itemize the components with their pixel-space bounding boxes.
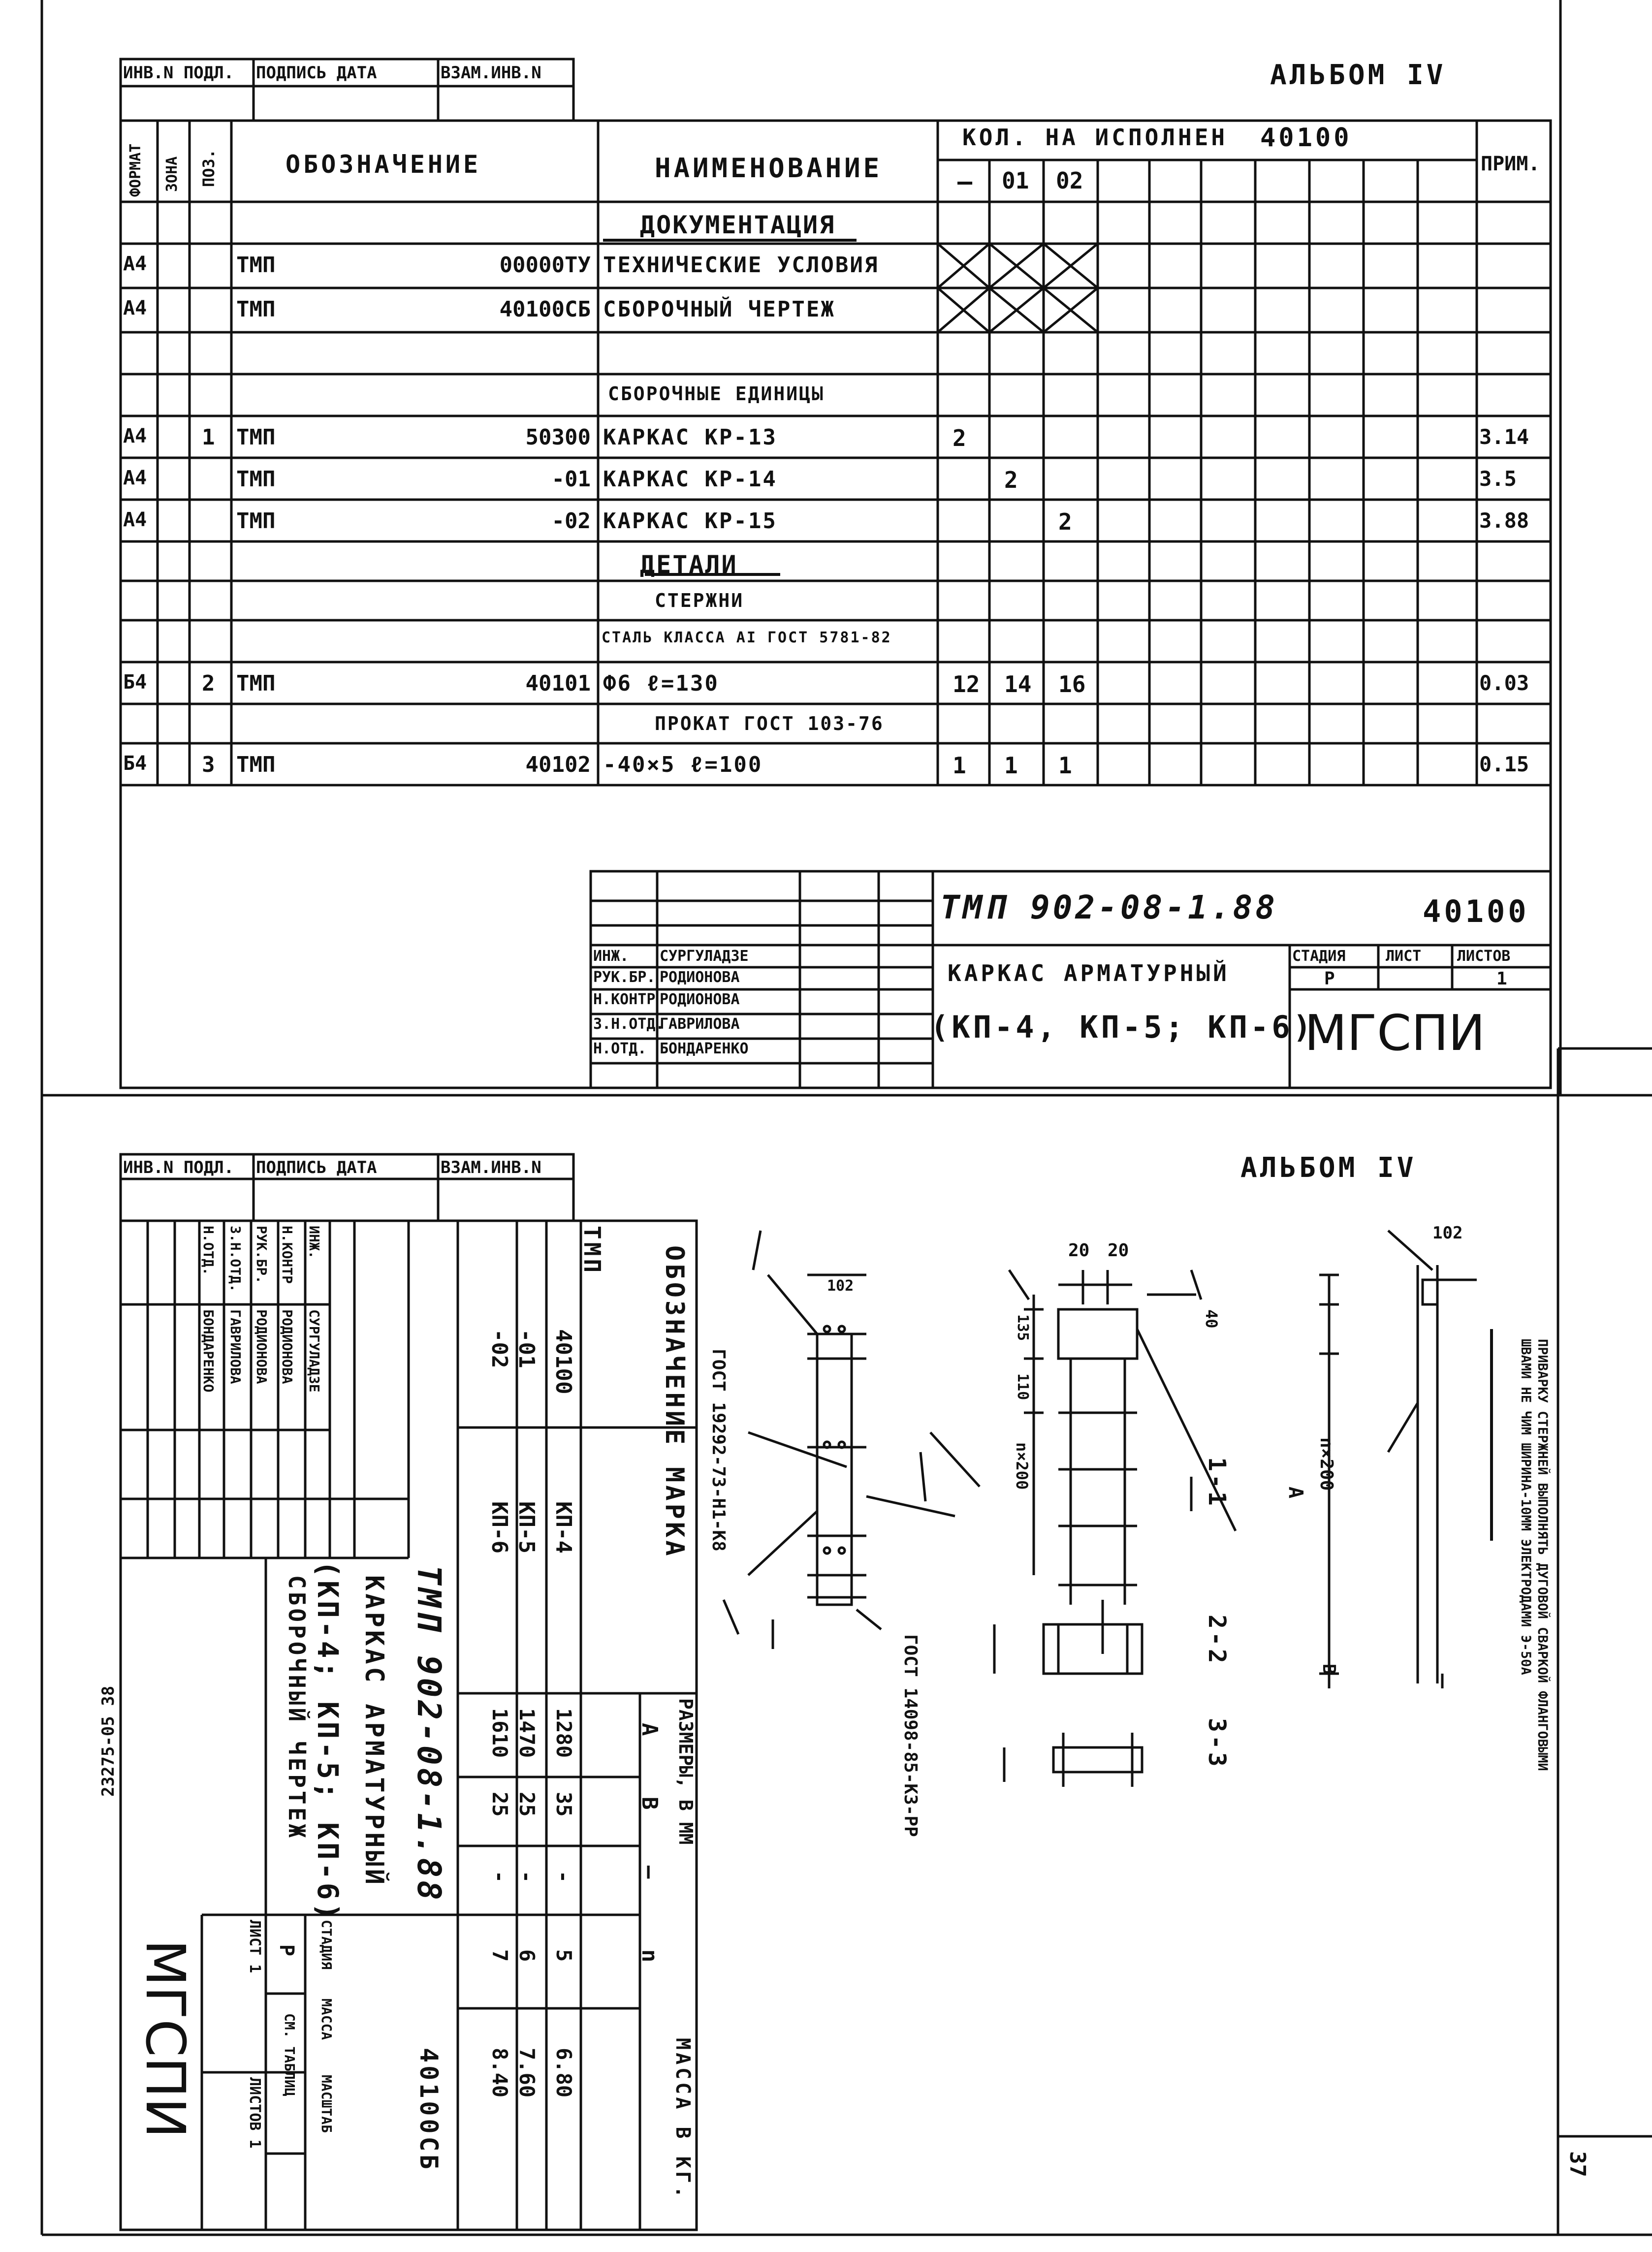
s2-stage: Р bbox=[275, 1944, 298, 1957]
s2-row-number: -01 bbox=[514, 1329, 539, 1368]
s2-title-doc: 40100СБ bbox=[414, 2048, 443, 2172]
row-name: СТАЛЬ КЛАССА АI ГОСТ 5781-82 bbox=[602, 629, 892, 646]
row-note: 3.14 bbox=[1479, 425, 1529, 449]
row-qty-2: 1 bbox=[1004, 752, 1018, 779]
row-name: КАРКАС КР-14 bbox=[603, 467, 777, 492]
row-format: А4 bbox=[123, 297, 147, 319]
s2-person-role: Н.ОТД. bbox=[200, 1226, 217, 1276]
s2-row-b: 25 bbox=[515, 1792, 539, 1817]
tb1-subtitle: (КП-4, КП-5; КП-6) bbox=[930, 1009, 1314, 1045]
row-number: -01 bbox=[551, 467, 591, 492]
row-qty-3: 2 bbox=[1058, 508, 1072, 535]
row-format: А4 bbox=[123, 508, 147, 531]
row-code: ТМП bbox=[236, 508, 276, 534]
section-1-1: 1-1 bbox=[1203, 1457, 1231, 1509]
row-code: ТМП bbox=[236, 467, 276, 492]
row-format: А4 bbox=[123, 253, 147, 275]
row-code: ТМП bbox=[236, 752, 276, 777]
s2-person-name: ГАВРИЛОВА bbox=[227, 1309, 244, 1384]
s2-row-n: 7 bbox=[488, 1949, 512, 1962]
row-qty-1: 2 bbox=[953, 425, 966, 451]
s2-person-role: ИНЖ. bbox=[306, 1226, 322, 1259]
s2-col-sizes: РАЗМЕРЫ, В ММ bbox=[675, 1698, 697, 1845]
s2-table-code: ТМП bbox=[579, 1226, 605, 1276]
tb1-person-name: СУРГУЛАДЗЕ bbox=[660, 948, 749, 965]
tb1-person-name: РОДИОНОВА bbox=[660, 991, 740, 1008]
row-format: А4 bbox=[123, 425, 147, 447]
s2-row-n: 5 bbox=[552, 1949, 576, 1962]
section-2-2: 2-2 bbox=[1203, 1615, 1231, 1666]
row-format: Б4 bbox=[123, 671, 147, 694]
row-name: СТЕРЖНИ bbox=[655, 590, 744, 611]
row-qty-3: 16 bbox=[1058, 671, 1086, 698]
row-name: ДОКУМЕНТАЦИЯ bbox=[640, 211, 836, 239]
col-designation-header: ОБОЗНАЧЕНИЕ bbox=[286, 150, 481, 179]
gost-2-label: ГОСТ 14098-85-К3-РР bbox=[900, 1634, 921, 1837]
row-note: 0.03 bbox=[1479, 671, 1529, 695]
s2-person-role: Н.КОНТР bbox=[279, 1226, 295, 1284]
dim-20-a: 20 bbox=[1068, 1240, 1090, 1261]
dim-letter-b: В bbox=[1319, 1664, 1339, 1675]
row-code: ТМП bbox=[236, 297, 276, 322]
row-qty-1: 1 bbox=[953, 752, 966, 779]
row-number: 40100СБ bbox=[499, 297, 591, 322]
tb1-sheet-label: ЛИСТ bbox=[1386, 948, 1422, 965]
s2-row-mass: 6.80 bbox=[552, 2048, 576, 2098]
s2-header-sign: ПОДПИСЬ ДАТА bbox=[256, 1158, 377, 1177]
s2-mass: СМ. ТАБЛИЦ bbox=[282, 2013, 298, 2096]
s2-person-name: РОДИОНОВА bbox=[254, 1309, 270, 1384]
s2-row-mark: КП-6 bbox=[487, 1501, 512, 1554]
row-number: 40101 bbox=[525, 671, 591, 696]
s2-header-replace: ВЗАМ.ИНВ.N bbox=[441, 1158, 541, 1177]
s2-person-role: РУК.БР. bbox=[254, 1226, 270, 1284]
s2-person-name: СУРГУЛАДЗЕ bbox=[306, 1309, 322, 1393]
album-label: АЛЬБОМ IV bbox=[1270, 59, 1446, 91]
s2-col-dash: – bbox=[637, 1866, 662, 1879]
s2-org: МГСПИ bbox=[134, 1939, 197, 2138]
section-3-3: 3-3 bbox=[1203, 1718, 1231, 1770]
tb1-org: МГСПИ bbox=[1304, 1004, 1486, 1062]
dim-40: 40 bbox=[1202, 1309, 1221, 1329]
s2-title-drawing: СБОРОЧНЫЙ ЧЕРТЕЖ bbox=[284, 1575, 310, 1841]
row-name: СБОРОЧНЫЙ ЧЕРТЕЖ bbox=[603, 297, 835, 322]
tb1-stage-label: СТАДИЯ bbox=[1292, 948, 1346, 965]
s2-row-mass: 7.60 bbox=[515, 2048, 539, 2098]
qty-col-1: 01 bbox=[1002, 167, 1029, 194]
s2-sheet: ЛИСТ 1 bbox=[246, 1920, 263, 1973]
s2-row-mass: 8.40 bbox=[488, 2048, 512, 2098]
dim-nx200-right: n×200 bbox=[1316, 1437, 1336, 1491]
page-number: 37 bbox=[1565, 2151, 1590, 2177]
tb1-code: ТМП 902-08-1.88 bbox=[940, 888, 1278, 926]
row-number: 50300 bbox=[525, 425, 591, 450]
s2-col-a: А bbox=[637, 1723, 662, 1736]
tb1-title: КАРКАС АРМАТУРНЫЙ bbox=[948, 960, 1230, 986]
gost-1-label: ГОСТ 19292-73-Н1-К8 bbox=[708, 1349, 729, 1552]
tb1-person-role: З.Н.ОТД. bbox=[593, 1015, 665, 1033]
s2-col-mark: МАРКА bbox=[660, 1467, 689, 1559]
row-name: ДЕТАЛИ bbox=[640, 550, 738, 579]
col-pos-header: ПОЗ. bbox=[199, 149, 218, 187]
tb1-person-name: БОНДАРЕНКО bbox=[660, 1040, 749, 1057]
row-number: 00000ТУ bbox=[499, 253, 591, 278]
row-pos: 1 bbox=[202, 425, 215, 450]
s2-col-b: В bbox=[637, 1797, 662, 1810]
s2-row-b: 35 bbox=[552, 1792, 576, 1817]
row-qty-3: 1 bbox=[1058, 752, 1072, 779]
dim-110: 110 bbox=[1014, 1373, 1031, 1400]
row-name: ПРОКАТ ГОСТ 103-76 bbox=[655, 713, 884, 734]
s2-mass-label: МАССА bbox=[318, 1998, 335, 2040]
tb1-sheets: 1 bbox=[1496, 969, 1507, 989]
tb1-person-role: Н.ОТД. bbox=[593, 1040, 647, 1057]
qty-doc: 40100 bbox=[1260, 123, 1352, 153]
s2-row-number: -02 bbox=[487, 1329, 512, 1368]
s2-row-a: 1470 bbox=[515, 1708, 539, 1758]
row-pos: 3 bbox=[202, 752, 215, 777]
row-format: Б4 bbox=[123, 752, 147, 775]
s2-col-designation: ОБОЗНАЧЕНИЕ bbox=[660, 1245, 689, 1448]
header-sign-label: ПОДПИСЬ ДАТА bbox=[256, 63, 377, 83]
tb1-person-role: РУК.БР. bbox=[593, 969, 656, 986]
s2-row-c: - bbox=[552, 1871, 576, 1883]
qty-col-0: – bbox=[957, 167, 973, 196]
col-format-header: ФОРМАТ bbox=[127, 143, 144, 197]
s2-col-mass: МАССА В КГ. bbox=[671, 2038, 694, 2201]
dim-nx200-center: n×200 bbox=[1013, 1442, 1031, 1490]
s2-col-n: n bbox=[637, 1949, 662, 1963]
row-format: А4 bbox=[123, 467, 147, 489]
s2-row-mark: КП-5 bbox=[514, 1501, 539, 1554]
s2-person-name: БОНДАРЕНКО bbox=[200, 1309, 217, 1393]
s2-row-c: - bbox=[488, 1871, 512, 1883]
s2-stage-label: СТАДИЯ bbox=[318, 1920, 335, 1970]
row-name: КАРКАС КР-13 bbox=[603, 425, 777, 450]
row-name: -40×5 ℓ=100 bbox=[603, 752, 763, 777]
row-note: 3.88 bbox=[1479, 508, 1529, 533]
s2-album-label: АЛЬБОМ IV bbox=[1240, 1152, 1417, 1184]
row-name: Ф6 ℓ=130 bbox=[603, 671, 719, 696]
header-replace-label: ВЗАМ.ИНВ.N bbox=[441, 63, 541, 83]
tb1-person-role: Н.КОНТР bbox=[593, 991, 656, 1008]
s2-row-c: - bbox=[515, 1871, 539, 1883]
dim-20-b: 20 bbox=[1108, 1240, 1129, 1261]
row-qty-2: 2 bbox=[1004, 467, 1018, 493]
tb1-stage: Р bbox=[1324, 969, 1335, 989]
row-name: КАРКАС КР-15 bbox=[603, 508, 777, 534]
s2-row-mark: КП-4 bbox=[551, 1501, 576, 1554]
row-pos: 2 bbox=[202, 671, 215, 696]
tb1-sheets-label: ЛИСТОВ bbox=[1457, 948, 1511, 965]
dim-102-right: 102 bbox=[1432, 1223, 1463, 1243]
s2-row-number: 40100 bbox=[551, 1329, 576, 1395]
row-number: 40102 bbox=[525, 752, 591, 777]
col-zone-header: ЗОНА bbox=[163, 156, 181, 192]
row-number: -02 bbox=[551, 508, 591, 534]
s2-row-a: 1610 bbox=[488, 1708, 512, 1758]
tb1-person-name: ГАВРИЛОВА bbox=[660, 1015, 740, 1033]
row-note: 3.5 bbox=[1479, 467, 1517, 491]
row-name: ТЕХНИЧЕСКИЕ УСЛОВИЯ bbox=[603, 253, 879, 278]
row-code: ТМП bbox=[236, 671, 276, 696]
s2-title-title: КАРКАС АРМАТУРНЫЙ bbox=[359, 1575, 389, 1888]
s2-scale-label: МАСШТАБ bbox=[318, 2075, 335, 2133]
row-code: ТМП bbox=[236, 253, 276, 278]
s2-row-n: 6 bbox=[515, 1949, 539, 1962]
row-qty-2: 14 bbox=[1004, 671, 1032, 698]
tb1-person-role: ИНЖ. bbox=[593, 948, 629, 965]
tb1-person-name: РОДИОНОВА bbox=[660, 969, 740, 986]
weld-note: ПРИВАРКУ СТЕРЖНЕЙ ВЫПОЛНЯТЬ ДУГОВОЙ СВАРКОЙ ФЛАНГОВЫМИ ШВАМИ НЕ ЧИМ ШИРИНА-10ММ ЭЛЕКТРОДАМИ Э-50А bbox=[1518, 1339, 1550, 1771]
s2-title-subtitle: (КП-4; КП-5; КП-6) bbox=[311, 1560, 345, 1923]
header-inv-label: ИНВ.N ПОДЛ. bbox=[123, 63, 234, 83]
row-code: ТМП bbox=[236, 425, 276, 450]
row-name: СБОРОЧНЫЕ ЕДИНИЦЫ bbox=[608, 383, 825, 405]
s2-row-b: 25 bbox=[488, 1792, 512, 1817]
row-qty-1: 12 bbox=[953, 671, 980, 698]
tb1-doc: 40100 bbox=[1423, 893, 1529, 929]
stamp-number: 23275-05 38 bbox=[98, 1685, 118, 1797]
dim-135: 135 bbox=[1014, 1314, 1031, 1341]
dim-letter-a: А bbox=[1284, 1487, 1307, 1499]
s2-person-name: РОДИОНОВА bbox=[279, 1309, 295, 1384]
s2-title-code: ТМП 902-08-1.88 bbox=[410, 1565, 448, 1903]
qty-header: КОЛ. НА ИСПОЛНЕН bbox=[962, 124, 1228, 151]
row-note: 0.15 bbox=[1479, 752, 1529, 776]
col-name-header: НАИМЕНОВАНИЕ bbox=[655, 153, 883, 184]
s2-person-role: З.Н.ОТД. bbox=[227, 1226, 244, 1292]
s2-row-a: 1280 bbox=[552, 1708, 576, 1758]
dim-102-top: 102 bbox=[827, 1277, 854, 1295]
col-note-header: ПРИМ. bbox=[1481, 153, 1540, 175]
qty-col-2: 02 bbox=[1056, 167, 1083, 194]
s2-sheets: ЛИСТОВ 1 bbox=[246, 2077, 263, 2149]
s2-header-inv: ИНВ.N ПОДЛ. bbox=[123, 1158, 234, 1177]
